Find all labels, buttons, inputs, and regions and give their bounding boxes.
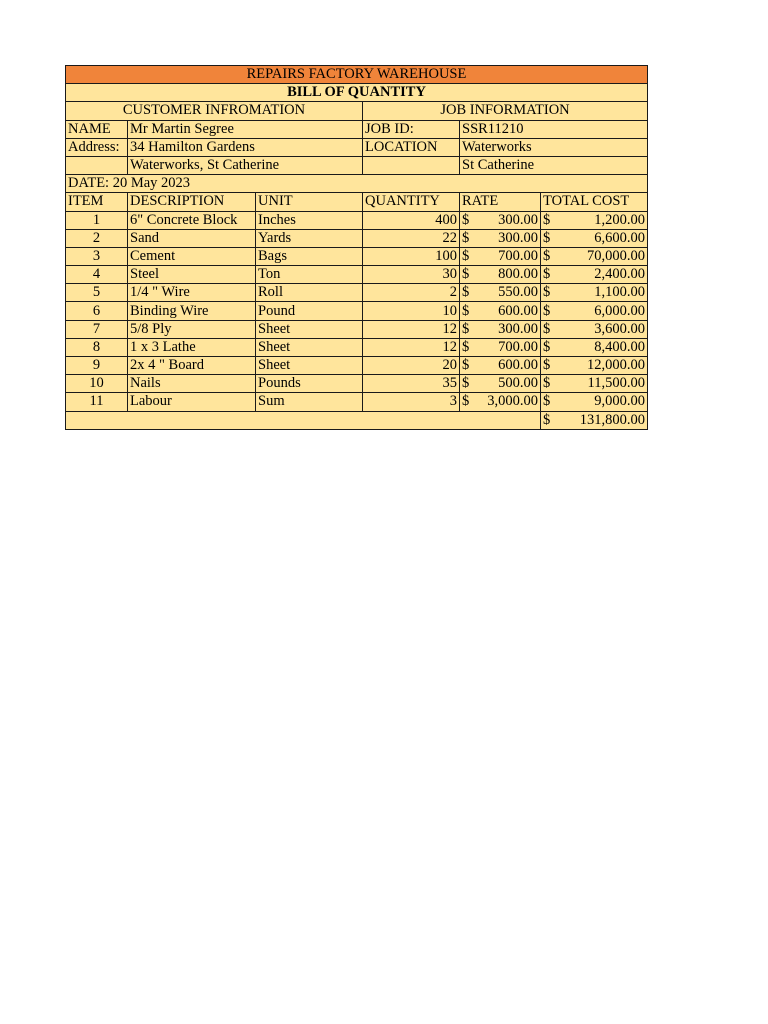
item-unit: Sheet (256, 357, 363, 375)
column-header-unit: UNIT (256, 193, 363, 211)
item-rate (460, 229, 541, 247)
address-row-2 (66, 156, 648, 174)
total-value: 1,200.00 (594, 211, 645, 228)
item-unit: Sum (256, 393, 363, 411)
item-rate (460, 357, 541, 375)
item-row (66, 284, 648, 302)
item-unit: Pounds (256, 375, 363, 393)
item-row (66, 375, 648, 393)
item-row (66, 211, 648, 229)
company-name: REPAIRS FACTORY WAREHOUSE (66, 66, 648, 84)
currency-symbol: $ (462, 247, 470, 264)
rate-value: 800.00 (498, 266, 538, 283)
item-row (66, 357, 648, 375)
item-number: 9 (66, 357, 128, 375)
total-value: 3,600.00 (594, 320, 645, 337)
location-label: LOCATION (363, 138, 460, 156)
item-row (66, 302, 648, 320)
item-rate (460, 266, 541, 284)
item-row (66, 320, 648, 338)
item-quantity: 2 (363, 284, 460, 302)
document-title: BILL OF QUANTITY (66, 84, 648, 102)
item-description: 5/8 Ply (128, 320, 256, 338)
item-quantity: 3 (363, 393, 460, 411)
item-total-cost (541, 266, 648, 284)
item-number: 10 (66, 375, 128, 393)
currency-symbol: $ (543, 320, 551, 337)
job-id-label: JOB ID: (363, 120, 460, 138)
rate-value: 550.00 (498, 284, 538, 301)
item-description: Nails (128, 375, 256, 393)
total-value: 8,400.00 (594, 338, 645, 355)
empty-cell (363, 156, 460, 174)
total-value: 9,000.00 (594, 393, 645, 410)
item-quantity: 10 (363, 302, 460, 320)
name-value: Mr Martin Segree (128, 120, 363, 138)
item-unit: Sheet (256, 338, 363, 356)
total-value: 12,000.00 (587, 357, 645, 374)
item-unit: Ton (256, 266, 363, 284)
currency-symbol: $ (462, 266, 470, 283)
item-description: Sand (128, 229, 256, 247)
item-number: 8 (66, 338, 128, 356)
item-number: 3 (66, 247, 128, 265)
item-rate (460, 284, 541, 302)
rate-value: 300.00 (498, 320, 538, 337)
item-description: 2x 4 " Board (128, 357, 256, 375)
item-row (66, 338, 648, 356)
currency-symbol: $ (462, 229, 470, 246)
rate-value: 3,000.00 (487, 393, 538, 410)
item-row (66, 229, 648, 247)
currency-symbol: $ (543, 393, 551, 410)
item-rate (460, 375, 541, 393)
column-header-quantity: QUANTITY (363, 193, 460, 211)
job-id-value: SSR11210 (460, 120, 648, 138)
rate-value: 300.00 (498, 211, 538, 228)
total-value: 11,500.00 (587, 375, 645, 392)
empty-cell (66, 156, 128, 174)
company-row (66, 66, 648, 84)
item-total-cost (541, 357, 648, 375)
item-quantity: 20 (363, 357, 460, 375)
item-rate (460, 338, 541, 356)
address-line-2: Waterworks, St Catherine (128, 156, 363, 174)
item-description: Cement (128, 247, 256, 265)
rate-value: 700.00 (498, 338, 538, 355)
doc-title-row (66, 84, 648, 102)
date-text: DATE: 20 May 2023 (66, 175, 648, 193)
address-row (66, 138, 648, 156)
item-total-cost (541, 320, 648, 338)
column-header-description: DESCRIPTION (128, 193, 256, 211)
item-rate (460, 247, 541, 265)
item-quantity: 12 (363, 320, 460, 338)
item-total-cost (541, 375, 648, 393)
section-header-row (66, 102, 648, 120)
column-header-rate: RATE (460, 193, 541, 211)
item-unit: Sheet (256, 320, 363, 338)
item-row (66, 266, 648, 284)
currency-symbol: $ (543, 375, 551, 392)
rate-value: 500.00 (498, 375, 538, 392)
item-description: 6" Concrete Block (128, 211, 256, 229)
item-rate (460, 320, 541, 338)
grand-total-row (66, 411, 648, 429)
item-description: 1/4 " Wire (128, 284, 256, 302)
item-quantity: 22 (363, 229, 460, 247)
currency-symbol: $ (462, 393, 470, 410)
empty-cell (66, 411, 541, 429)
location-line-2: St Catherine (460, 156, 648, 174)
item-number: 11 (66, 393, 128, 411)
currency-symbol: $ (462, 302, 470, 319)
item-total-cost (541, 393, 648, 411)
address-line-1: 34 Hamilton Gardens (128, 138, 363, 156)
total-value: 1,100.00 (594, 284, 645, 301)
item-number: 2 (66, 229, 128, 247)
column-header-row (66, 193, 648, 211)
address-label: Address: (66, 138, 128, 156)
item-rate (460, 393, 541, 411)
currency-symbol: $ (462, 284, 470, 301)
item-description: Steel (128, 266, 256, 284)
item-rate (460, 211, 541, 229)
currency-symbol: $ (462, 211, 470, 228)
total-value: 2,400.00 (594, 266, 645, 283)
total-value: 6,600.00 (594, 229, 645, 246)
item-rate (460, 302, 541, 320)
rate-value: 600.00 (498, 357, 538, 374)
item-total-cost (541, 302, 648, 320)
grand-total-cell (541, 411, 648, 429)
name-label: NAME (66, 120, 128, 138)
currency-symbol: $ (543, 266, 551, 283)
customer-info-header: CUSTOMER INFROMATION (66, 102, 363, 120)
item-row (66, 247, 648, 265)
currency-symbol: $ (462, 338, 470, 355)
item-total-cost (541, 284, 648, 302)
item-quantity: 12 (363, 338, 460, 356)
currency-symbol: $ (543, 357, 551, 374)
item-unit: Inches (256, 211, 363, 229)
column-header-item: ITEM (66, 193, 128, 211)
item-number: 4 (66, 266, 128, 284)
currency-symbol: $ (543, 284, 551, 301)
rate-value: 700.00 (498, 247, 538, 264)
item-row (66, 393, 648, 411)
column-header-total-cost: TOTAL COST (541, 193, 648, 211)
item-unit: Yards (256, 229, 363, 247)
item-unit: Roll (256, 284, 363, 302)
item-number: 5 (66, 284, 128, 302)
item-quantity: 400 (363, 211, 460, 229)
rate-value: 600.00 (498, 302, 538, 319)
currency-symbol: $ (462, 320, 470, 337)
item-description: Labour (128, 393, 256, 411)
name-row (66, 120, 648, 138)
item-total-cost (541, 211, 648, 229)
currency-symbol: $ (543, 211, 551, 228)
currency-symbol: $ (543, 247, 551, 264)
currency-symbol: $ (462, 357, 470, 374)
item-total-cost (541, 338, 648, 356)
item-unit: Pound (256, 302, 363, 320)
bill-of-quantity-table (65, 65, 648, 430)
item-total-cost (541, 247, 648, 265)
currency-symbol: $ (543, 229, 551, 246)
currency-symbol: $ (543, 302, 551, 319)
item-number: 1 (66, 211, 128, 229)
job-info-header: JOB INFORMATION (363, 102, 648, 120)
item-number: 7 (66, 320, 128, 338)
item-quantity: 35 (363, 375, 460, 393)
currency-symbol: $ (543, 411, 551, 428)
item-unit: Bags (256, 247, 363, 265)
item-number: 6 (66, 302, 128, 320)
item-description: 1 x 3 Lathe (128, 338, 256, 356)
grand-total-value: 131,800.00 (579, 411, 645, 428)
date-row (66, 175, 648, 193)
location-line-1: Waterworks (460, 138, 648, 156)
item-total-cost (541, 229, 648, 247)
item-description: Binding Wire (128, 302, 256, 320)
rate-value: 300.00 (498, 229, 538, 246)
item-quantity: 100 (363, 247, 460, 265)
currency-symbol: $ (462, 375, 470, 392)
total-value: 70,000.00 (587, 247, 645, 264)
currency-symbol: $ (543, 338, 551, 355)
total-value: 6,000.00 (594, 302, 645, 319)
item-quantity: 30 (363, 266, 460, 284)
